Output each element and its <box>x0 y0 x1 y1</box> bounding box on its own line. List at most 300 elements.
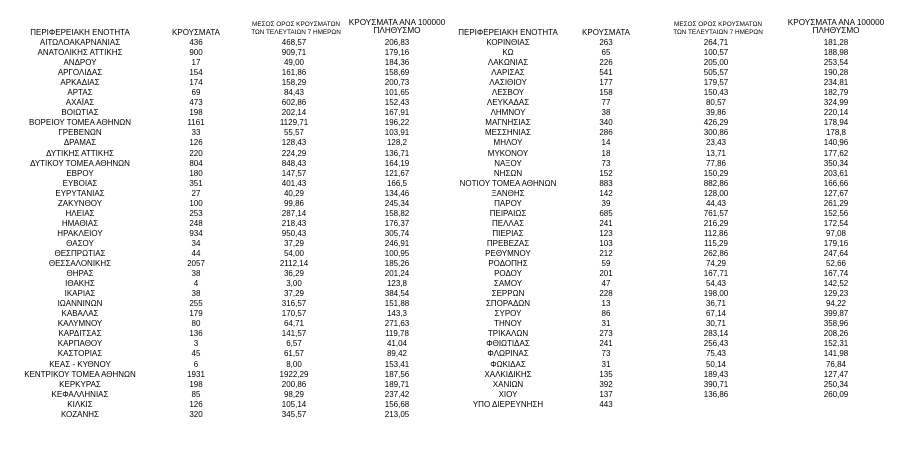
cell-cases: 33 <box>191 128 201 138</box>
cell-seven-day-average: 55,57 <box>283 128 305 138</box>
cell-seven-day-average: 882,86 <box>703 178 729 188</box>
cell-cases: 900 <box>189 48 203 58</box>
cell-cases-per-100k: 134,46 <box>384 188 410 198</box>
cell-seven-day-average: 189,43 <box>703 369 729 379</box>
cell-cases-per-100k: 179,16 <box>823 238 849 248</box>
cell-region: ΒΟΡΕΙΟΥ ΤΟΜΕΑ ΑΘΗΝΩΝ <box>28 118 132 128</box>
cell-cases-per-100k: 94,22 <box>825 299 847 309</box>
cell-cases: 137 <box>599 389 613 399</box>
cell-seven-day-average: 77,86 <box>705 158 727 168</box>
cell-cases-per-100k: 234,81 <box>823 78 849 88</box>
cell-cases-per-100k: 121,67 <box>384 168 410 178</box>
cell-cases: 158 <box>599 88 613 98</box>
cell-cases: 198 <box>189 379 203 389</box>
header-region: ΠΕΡΙΦΕΡΕΙΑΚΗ ΕΝΟΤΗΤΑ <box>458 28 558 37</box>
cell-region: ΧΑΝΙΩΝ <box>492 379 524 389</box>
cell-region: ΤΗΝΟΥ <box>494 319 522 329</box>
cell-seven-day-average: 23,43 <box>705 138 727 148</box>
header-avg-line1: ΜΕΣΟΣ ΟΡΟΣ ΚΡΟΥΣΜΑΤΩΝ <box>674 21 762 28</box>
cell-cases: 126 <box>189 138 203 148</box>
cell-cases: 31 <box>601 319 611 329</box>
cell-cases-per-100k: 127,67 <box>823 188 849 198</box>
cell-region: ΝΟΤΙΟΥ ΤΟΜΕΑ ΑΘΗΝΩΝ <box>459 178 557 188</box>
cell-cases: 1161 <box>187 118 205 128</box>
cell-seven-day-average: 105,14 <box>281 399 307 409</box>
cell-seven-day-average: 100,57 <box>703 48 729 58</box>
cell-seven-day-average: 80,57 <box>705 98 727 108</box>
cell-cases: 253 <box>189 208 203 218</box>
cell-cases-per-100k: 164,19 <box>384 158 410 168</box>
cell-cases-per-100k: 206,83 <box>384 38 410 47</box>
cell-region: ΗΡΑΚΛΕΙΟΥ <box>57 228 103 238</box>
cell-seven-day-average: 8,00 <box>286 359 302 369</box>
cell-cases-per-100k: 151,88 <box>384 299 410 309</box>
cell-region: ΚΕΦΑΛΛΗΝΙΑΣ <box>51 389 109 399</box>
cell-seven-day-average: 283,14 <box>703 329 729 339</box>
cell-cases: 17 <box>191 58 201 68</box>
cell-cases: 273 <box>599 329 613 339</box>
cell-cases-per-100k: 182,79 <box>823 88 849 98</box>
cell-cases: 351 <box>189 178 203 188</box>
cell-seven-day-average: 6,57 <box>286 339 302 349</box>
cell-region: ΣΥΡΟΥ <box>494 309 522 319</box>
cell-seven-day-average: 112,86 <box>704 228 728 238</box>
header-avg-line1: ΜΕΣΟΣ ΟΡΟΣ ΚΡΟΥΣΜΑΤΩΝ <box>252 21 340 28</box>
cell-cases-per-100k: 190,28 <box>823 68 849 78</box>
cell-region: ΕΥΒΟΙΑΣ <box>62 178 98 188</box>
cell-region: ΑΝΔΡΟΥ <box>63 58 97 68</box>
cell-seven-day-average: 50,14 <box>705 359 727 369</box>
cell-cases-per-100k: 176,37 <box>384 218 410 228</box>
cell-region: ΚΑΒΑΛΑΣ <box>61 309 99 319</box>
cell-seven-day-average: 1922,29 <box>279 369 309 379</box>
cell-region: ΜΗΛΟΥ <box>493 138 523 148</box>
cell-cases-per-100k: 237,42 <box>384 389 410 399</box>
cell-region: ΛΑΡΙΣΑΣ <box>491 68 525 78</box>
cell-cases-per-100k: 271,63 <box>384 319 410 329</box>
cell-region: ΤΡΙΚΑΛΩΝ <box>487 329 529 339</box>
cell-cases: 86 <box>601 309 611 319</box>
cell-cases-per-100k: 166,5 <box>386 178 408 188</box>
cell-cases-per-100k: 119,78 <box>385 329 409 339</box>
cell-cases-per-100k: 213,05 <box>384 409 410 419</box>
cell-region: ΕΥΡΥΤΑΝΙΑΣ <box>55 188 105 198</box>
cell-seven-day-average: 44,43 <box>705 198 727 208</box>
header-avg-line2: ΤΩΝ ΤΕΛΕΥΤΑΙΩΝ 7 ΗΜΕΡΩΝ <box>673 29 763 36</box>
cell-cases-per-100k: 201,24 <box>384 269 410 279</box>
cell-cases-per-100k: 103,91 <box>384 128 410 138</box>
cell-seven-day-average: 40,29 <box>283 188 305 198</box>
cell-cases-per-100k: 156,68 <box>384 399 410 409</box>
cell-seven-day-average: 37,29 <box>283 238 305 248</box>
cell-cases-per-100k: 246,91 <box>384 238 410 248</box>
cell-seven-day-average: 198,00 <box>703 289 729 299</box>
cell-region: ΛΑΚΩΝΙΑΣ <box>487 58 529 68</box>
cell-region: ΠΕΙΡΑΙΩΣ <box>489 208 527 218</box>
cell-cases-per-100k: 129,23 <box>823 289 849 299</box>
cell-seven-day-average: 49,00 <box>283 58 305 68</box>
cell-cases-per-100k: 184,36 <box>384 58 410 68</box>
cell-seven-day-average: 36,71 <box>705 299 727 309</box>
header-cases: ΚΡΟΥΣΜΑΤΑ <box>172 28 220 37</box>
cell-cases-per-100k: 152,56 <box>823 208 849 218</box>
cell-region: ΡΟΔΟΥ <box>494 269 522 279</box>
header-per-line1: ΚΡΟΥΣΜΑΤΑ ΑΝΑ 100000 <box>787 18 885 27</box>
cell-seven-day-average: 161,86 <box>281 68 307 78</box>
cell-region: ΚΟΡΙΝΘΙΑΣ <box>486 38 530 47</box>
cell-region: ΔΥΤΙΚΗΣ ΑΤΤΙΚΗΣ <box>46 148 114 158</box>
cell-cases: 123 <box>599 228 613 238</box>
cell-seven-day-average: 761,57 <box>703 208 729 218</box>
cell-cases-per-100k: 143,3 <box>386 309 408 319</box>
cell-seven-day-average: 30,71 <box>705 319 727 329</box>
cell-seven-day-average: 170,57 <box>281 309 307 319</box>
cell-region: ΚΟΖΑΝΗΣ <box>60 409 100 419</box>
cell-seven-day-average: 128,43 <box>281 138 307 148</box>
cell-region: ΝΑΞΟΥ <box>494 158 522 168</box>
cell-region: ΛΕΣΒΟΥ <box>491 88 525 98</box>
cell-cases: 685 <box>599 208 613 218</box>
cell-cases: 69 <box>191 88 201 98</box>
cell-seven-day-average: 115,29 <box>704 238 728 248</box>
cell-cases-per-100k: 220,14 <box>823 108 849 118</box>
cell-region: ΑΧΑΪΑΣ <box>65 98 95 108</box>
cell-cases: 85 <box>191 389 201 399</box>
cell-seven-day-average: 167,71 <box>703 269 729 279</box>
cell-region: ΚΕΝΤΡΙΚΟΥ ΤΟΜΕΑ ΑΘΗΝΩΝ <box>24 369 136 379</box>
cell-cases-per-100k: 166,66 <box>823 178 849 188</box>
cell-seven-day-average: 2112,14 <box>279 259 309 269</box>
cell-cases: 392 <box>599 379 613 389</box>
cell-seven-day-average: 848,43 <box>281 158 307 168</box>
header-cases: ΚΡΟΥΣΜΑΤΑ <box>582 28 630 37</box>
cell-cases-per-100k: 97,08 <box>825 228 847 238</box>
cell-region: ΑΝΑΤΟΛΙΚΗΣ ΑΤΤΙΚΗΣ <box>37 48 123 58</box>
cell-cases: 154 <box>189 68 203 78</box>
cell-seven-day-average: 128,00 <box>703 188 729 198</box>
cell-cases: 473 <box>189 98 203 108</box>
cell-cases: 198 <box>189 108 203 118</box>
cell-cases-per-100k: 185,26 <box>384 259 410 269</box>
cell-cases: 103 <box>599 238 613 248</box>
cell-cases: 2057 <box>187 259 205 269</box>
cell-cases-per-100k: 101,65 <box>384 88 410 98</box>
cell-region: ΣΕΡΡΩΝ <box>491 289 525 299</box>
header-per-line2: ΠΛΗΘΥΣΜΟ <box>373 26 421 35</box>
cell-cases-per-100k: 261,29 <box>823 198 849 208</box>
cell-region: ΙΘΑΚΗΣ <box>65 279 95 289</box>
cell-region: ΛΗΜΝΟΥ <box>490 108 526 118</box>
cell-cases-per-100k: 153,41 <box>384 359 410 369</box>
cell-region: ΣΑΜΟΥ <box>493 279 523 289</box>
cell-cases: 135 <box>599 369 613 379</box>
cell-seven-day-average: 3,00 <box>286 279 302 289</box>
cell-cases-per-100k: 178,94 <box>823 118 849 128</box>
cell-cases: 212 <box>599 248 613 258</box>
cell-seven-day-average: 468,57 <box>281 38 307 47</box>
cell-region: ΚΑΡΠΑΘΟΥ <box>57 339 103 349</box>
cell-cases-per-100k: 41,04 <box>386 339 408 349</box>
cell-seven-day-average: 401,43 <box>281 178 307 188</box>
cell-region: ΜΕΣΣΗΝΙΑΣ <box>485 128 531 138</box>
cell-region: ΜΥΚΟΝΟΥ <box>487 148 529 158</box>
cell-cases: 65 <box>601 48 611 58</box>
cell-cases: 228 <box>599 289 613 299</box>
cell-region: ΚΑΣΤΟΡΙΑΣ <box>57 349 103 359</box>
cell-cases: 177 <box>599 78 613 88</box>
cell-cases-per-100k: 140,96 <box>823 138 849 148</box>
cell-cases: 3 <box>193 339 199 349</box>
cell-cases: 80 <box>191 319 201 329</box>
cell-seven-day-average: 1129,71 <box>279 118 309 128</box>
cell-cases-per-100k: 250,34 <box>823 379 849 389</box>
cell-region: ΚΙΛΚΙΣ <box>67 399 93 409</box>
cell-cases-per-100k: 172,54 <box>823 218 849 228</box>
cell-seven-day-average: 84,43 <box>283 88 305 98</box>
cell-seven-day-average: 179,57 <box>703 78 729 88</box>
cell-seven-day-average: 36,29 <box>283 269 305 279</box>
cell-seven-day-average: 37,29 <box>283 289 305 299</box>
cell-cases-per-100k: 358,96 <box>823 319 849 329</box>
cell-cases: 152 <box>599 168 613 178</box>
cell-cases: 27 <box>191 188 201 198</box>
cell-cases-per-100k: 178,8 <box>825 128 847 138</box>
cell-seven-day-average: 426,29 <box>703 118 729 128</box>
cell-cases: 1931 <box>187 369 205 379</box>
cell-cases: 201 <box>599 269 613 279</box>
cell-cases-per-100k: 177,62 <box>823 148 849 158</box>
cell-seven-day-average: 136,86 <box>703 389 729 399</box>
cell-region: ΝΗΣΩΝ <box>493 168 523 178</box>
cell-seven-day-average: 316,57 <box>281 299 307 309</box>
cell-seven-day-average: 141,57 <box>281 329 307 339</box>
cell-cases-per-100k: 384,54 <box>384 289 410 299</box>
header-cases-per-100k <box>342 19 452 35</box>
header-seven-day-average <box>658 21 778 37</box>
cell-cases: 340 <box>599 118 613 128</box>
cell-seven-day-average: 264,71 <box>703 38 729 47</box>
cell-cases: 136 <box>189 329 203 339</box>
cell-cases-per-100k: 305,74 <box>384 228 410 238</box>
cell-cases: 263 <box>599 38 613 47</box>
header-per-line1: ΚΡΟΥΣΜΑΤΑ ΑΝΑ 100000 <box>348 18 446 27</box>
cell-cases: 255 <box>189 299 203 309</box>
cell-region: ΘΑΣΟΥ <box>66 238 94 248</box>
cell-region: ΧΑΛΚΙΔΙΚΗΣ <box>484 369 532 379</box>
cell-cases: 18 <box>601 148 611 158</box>
cell-cases-per-100k: 189,71 <box>384 379 410 389</box>
cell-cases: 443 <box>599 399 613 409</box>
cell-seven-day-average: 602,86 <box>281 98 307 108</box>
cell-cases: 44 <box>191 248 201 258</box>
cell-seven-day-average: 200,86 <box>281 379 307 389</box>
cell-seven-day-average: 345,57 <box>281 409 307 419</box>
cell-cases-per-100k: 89,42 <box>386 349 408 359</box>
cell-seven-day-average: 13,71 <box>705 148 727 158</box>
cell-seven-day-average: 150,29 <box>703 168 729 178</box>
cell-region: ΦΘΙΩΤΙΔΑΣ <box>486 339 530 349</box>
cell-cases-per-100k: 127,47 <box>823 369 849 379</box>
cell-seven-day-average: 216,29 <box>703 218 729 228</box>
cell-region: ΑΡΚΑΔΙΑΣ <box>60 78 100 88</box>
header-per-line2: ΠΛΗΘΥΣΜΟ <box>812 26 860 35</box>
cell-region: ΦΛΩΡΙΝΑΣ <box>487 349 529 359</box>
cell-cases: 241 <box>599 218 613 228</box>
cell-seven-day-average: 205,00 <box>703 58 729 68</box>
cell-region: ΣΠΟΡΑΔΩΝ <box>485 299 531 309</box>
cell-seven-day-average: 61,57 <box>283 349 305 359</box>
cell-cases: 883 <box>599 178 613 188</box>
cell-cases-per-100k: 260,09 <box>823 389 849 399</box>
cell-cases: 220 <box>189 148 203 158</box>
cell-region: ΚΑΡΔΙΤΣΑΣ <box>58 329 102 339</box>
cell-region: ΡΟΔΟΠΗΣ <box>488 259 528 269</box>
cell-region: ΗΛΕΙΑΣ <box>65 208 95 218</box>
cell-cases: 38 <box>191 269 201 279</box>
cell-cases-per-100k: 158,69 <box>384 68 410 78</box>
cell-seven-day-average: 287,14 <box>281 208 307 218</box>
cell-region: ΙΩΑΝΝΙΝΩΝ <box>57 299 103 309</box>
cell-region: ΧΙΟΥ <box>498 389 518 399</box>
cell-cases: 4 <box>193 279 199 289</box>
cell-cases: 38 <box>601 108 611 118</box>
cell-region: ΠΑΡΟΥ <box>494 198 522 208</box>
cell-cases: 934 <box>189 228 203 238</box>
cell-cases-per-100k: 52,66 <box>825 259 847 269</box>
cell-region: ΚΑΛΥΜΝΟΥ <box>57 319 103 329</box>
cell-cases: 541 <box>599 68 613 78</box>
cell-seven-day-average: 909,71 <box>281 48 307 58</box>
cell-cases-per-100k: 208,26 <box>823 329 849 339</box>
header-cases-per-100k <box>774 19 898 35</box>
cell-region: ΦΩΚΙΔΑΣ <box>490 359 526 369</box>
cell-region: ΠΡΕΒΕΖΑΣ <box>486 238 530 248</box>
cell-region: ΞΑΝΘΗΣ <box>491 188 525 198</box>
cell-cases: 179 <box>189 309 203 319</box>
cell-seven-day-average: 505,57 <box>703 68 729 78</box>
cell-seven-day-average: 39,86 <box>705 108 727 118</box>
cell-region: ΘΕΣΠΡΩΤΙΑΣ <box>54 248 106 258</box>
cell-seven-day-average: 74,29 <box>705 259 727 269</box>
cell-cases: 34 <box>191 238 201 248</box>
cell-cases-per-100k: 142,52 <box>823 279 849 289</box>
cell-cases-per-100k: 399,87 <box>823 309 849 319</box>
cell-cases: 180 <box>189 168 203 178</box>
cell-region: ΕΒΡΟΥ <box>66 168 94 178</box>
cell-seven-day-average: 67,14 <box>705 309 727 319</box>
cell-region: ΔΡΑΜΑΣ <box>63 138 97 148</box>
cell-cases: 59 <box>601 259 611 269</box>
cell-cases: 38 <box>191 289 201 299</box>
cell-seven-day-average: 224,29 <box>281 148 307 158</box>
cell-region: ΠΙΕΡΙΑΣ <box>492 228 524 238</box>
cell-cases-per-100k: 200,73 <box>384 78 410 88</box>
cell-region: ΗΜΑΘΙΑΣ <box>61 218 99 228</box>
cell-region: ΒΟΙΩΤΙΑΣ <box>61 108 99 118</box>
cell-cases: 804 <box>189 158 203 168</box>
cell-cases-per-100k: 158,82 <box>384 208 410 218</box>
cell-region: ΚΩ <box>502 48 514 58</box>
cell-cases: 226 <box>599 58 613 68</box>
cell-cases: 45 <box>191 349 201 359</box>
cell-region: ΑΡΤΑΣ <box>67 88 93 98</box>
cell-cases: 320 <box>189 409 203 419</box>
cell-cases-per-100k: 187,56 <box>384 369 410 379</box>
cell-region: ΔΥΤΙΚΟΥ ΤΟΜΕΑ ΑΘΗΝΩΝ <box>30 158 130 168</box>
cell-region: ΡΕΘΥΜΝΟΥ <box>485 248 531 258</box>
cell-seven-day-average: 390,71 <box>703 379 729 389</box>
cell-region: ΑΡΓΟΛΙΔΑΣ <box>57 68 103 78</box>
cell-region: ΛΑΣΙΘΙΟΥ <box>489 78 527 88</box>
cell-region: ΑΙΤΩΛΟΑΚΑΡΝΑΝΙΑΣ <box>39 38 121 47</box>
cell-cases-per-100k: 152,31 <box>823 339 849 349</box>
cell-cases-per-100k: 196,22 <box>384 118 410 128</box>
cell-cases: 436 <box>189 38 203 47</box>
cell-cases-per-100k: 324,99 <box>823 98 849 108</box>
cell-cases: 14 <box>601 138 611 148</box>
cell-cases-per-100k: 247,64 <box>823 248 849 258</box>
cell-region: ΠΕΛΛΑΣ <box>491 218 525 228</box>
cell-seven-day-average: 64,71 <box>283 319 305 329</box>
cell-cases-per-100k: 181,28 <box>823 38 849 47</box>
cell-region: ΙΚΑΡΙΑΣ <box>64 289 96 299</box>
cell-cases-per-100k: 76,84 <box>825 359 847 369</box>
cell-seven-day-average: 147,57 <box>281 168 307 178</box>
cell-region: ΚΕΡΚΥΡΑΣ <box>59 379 101 389</box>
cell-cases: 142 <box>599 188 613 198</box>
cell-region: ΖΑΚΥΝΘΟΥ <box>57 198 103 208</box>
cell-cases: 13 <box>601 299 611 309</box>
cell-cases-per-100k: 253,54 <box>823 58 849 68</box>
cell-cases: 100 <box>189 198 203 208</box>
cell-seven-day-average: 256,43 <box>703 339 729 349</box>
header-avg-line2: ΤΩΝ ΤΕΛΕΥΤΑΙΩΝ 7 ΗΜΕΡΩΝ <box>251 29 341 36</box>
cell-cases: 31 <box>601 359 611 369</box>
cell-cases-per-100k: 188,98 <box>823 48 849 58</box>
cell-seven-day-average: 218,43 <box>281 218 307 228</box>
header-region: ΠΕΡΙΦΕΡΕΙΑΚΗ ΕΝΟΤΗΤΑ <box>30 28 130 37</box>
cell-seven-day-average: 202,14 <box>281 108 307 118</box>
cell-seven-day-average: 54,43 <box>705 279 727 289</box>
cell-cases: 174 <box>189 78 203 88</box>
cell-seven-day-average: 150,43 <box>703 88 729 98</box>
cell-region: ΜΑΓΝΗΣΙΑΣ <box>485 118 531 128</box>
cell-cases: 73 <box>601 158 611 168</box>
cell-cases: 39 <box>601 198 611 208</box>
cell-cases-per-100k: 245,34 <box>384 198 410 208</box>
cell-cases-per-100k: 136,71 <box>384 148 410 158</box>
cell-cases: 6 <box>193 359 199 369</box>
cell-cases: 248 <box>189 218 203 228</box>
cell-cases: 241 <box>599 339 613 349</box>
cell-seven-day-average: 950,43 <box>281 228 307 238</box>
cell-cases-per-100k: 179,16 <box>384 48 410 58</box>
cell-region: ΥΠΟ ΔΙΕΡΕΥΝΗΣΗ <box>472 399 544 409</box>
cell-cases: 73 <box>601 349 611 359</box>
cell-region: ΛΕΥΚΑΔΑΣ <box>486 98 530 108</box>
cell-cases: 47 <box>601 279 611 289</box>
cell-cases-per-100k: 152,43 <box>384 98 410 108</box>
header-seven-day-average <box>244 21 348 37</box>
cell-cases: 126 <box>189 399 203 409</box>
cell-cases: 286 <box>599 128 613 138</box>
cell-region: ΚΕΑΣ - ΚΥΘΝΟΥ <box>49 359 111 369</box>
cell-seven-day-average: 158,29 <box>281 78 307 88</box>
cell-seven-day-average: 75,43 <box>705 349 727 359</box>
cell-region: ΘΗΡΑΣ <box>66 269 94 279</box>
cell-seven-day-average: 262,86 <box>703 248 729 258</box>
cell-cases-per-100k: 141,98 <box>823 349 849 359</box>
